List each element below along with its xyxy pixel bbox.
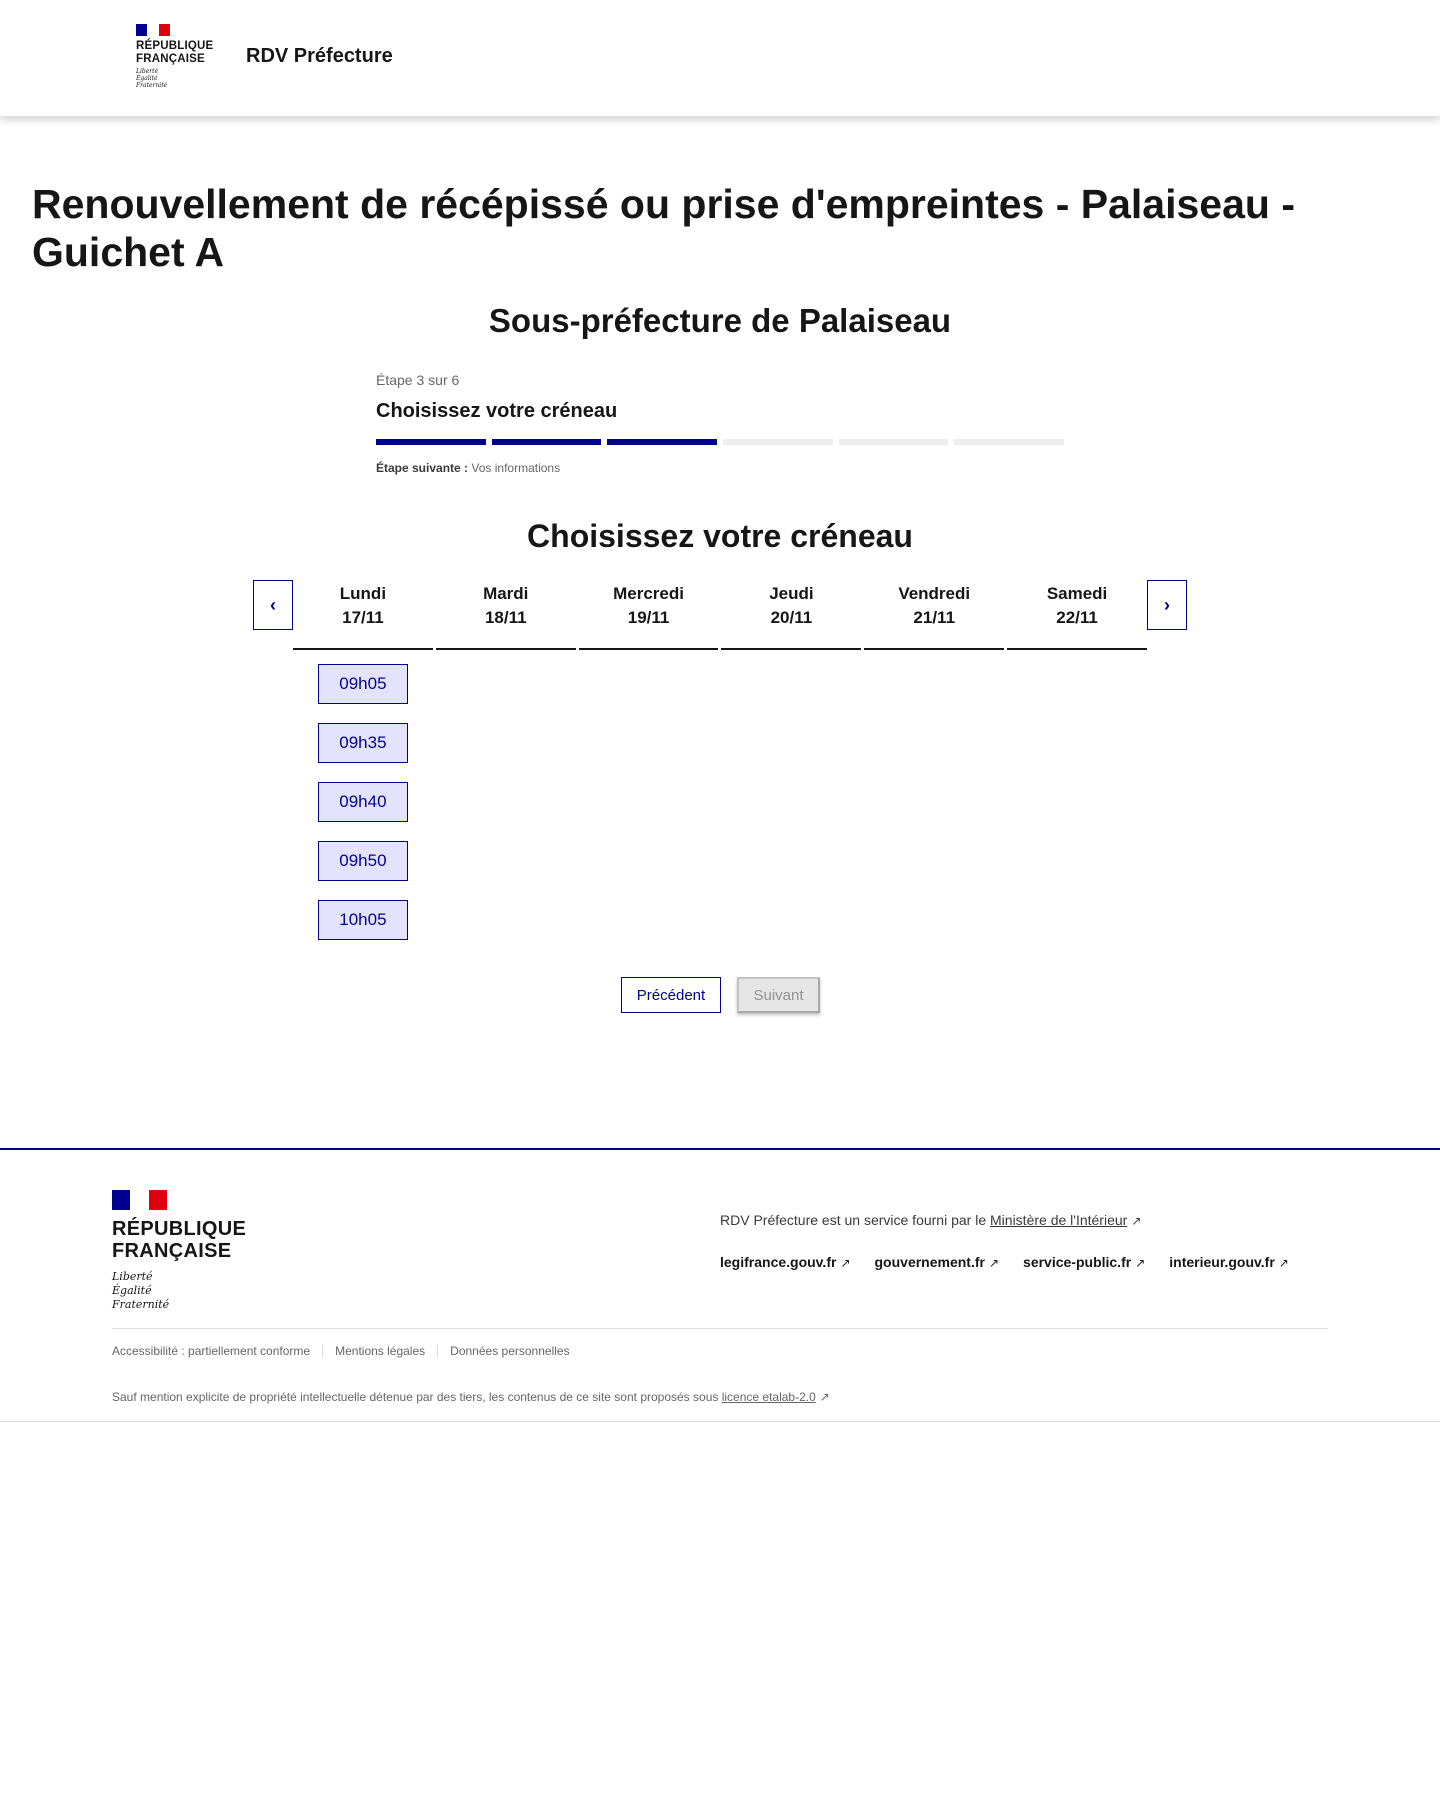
day-header: [864, 580, 1004, 650]
day-date: 17/11: [342, 608, 384, 627]
external-link-icon: ↗: [988, 1256, 1000, 1270]
external-link-icon: ↗: [1131, 1214, 1142, 1228]
footer-link[interactable]: legifrance.gouv.fr ↗: [720, 1254, 851, 1270]
slot-list: [579, 650, 719, 664]
step-bar: [723, 439, 833, 445]
step-title: Choisissez votre créneau: [376, 400, 618, 422]
next-week-button[interactable]: [1147, 580, 1187, 630]
external-link-icon: ↗: [840, 1256, 851, 1270]
footer-bottom-link[interactable]: Données personnelles: [437, 1344, 581, 1358]
day-column: [864, 580, 1004, 940]
footer-links: [720, 1254, 1289, 1270]
external-link-icon: ↗: [1135, 1256, 1146, 1270]
time-slot-button[interactable]: 09h35: [318, 723, 408, 763]
time-slot-button[interactable]: 09h50: [318, 841, 408, 881]
external-link-icon: ↗: [1278, 1256, 1289, 1270]
footer-license: Sauf mention explicite de propriété intellectuelle détenue par des tiers, les contenus de ce site sont proposés sous licence etalab-2.0 ↗: [112, 1390, 830, 1404]
chevron-left-icon: ‹: [270, 594, 276, 615]
footer-divider: [112, 1328, 1328, 1329]
logo-devise: Liberté Égalité Fraternité: [136, 68, 168, 89]
step-next: Étape suivante : Vos informations: [376, 461, 561, 475]
days-grid: [293, 580, 1147, 940]
step-bar: [839, 439, 949, 445]
time-slot-button[interactable]: 09h05: [318, 664, 408, 704]
day-name: Mardi: [483, 584, 529, 603]
slot-list: [1007, 650, 1147, 664]
day-date: 19/11: [627, 608, 670, 627]
previous-button[interactable]: Précédent: [621, 977, 721, 1013]
site-footer: [0, 1148, 1440, 1422]
day-column: [436, 580, 576, 940]
license-link[interactable]: licence etalab-2.0: [721, 1390, 816, 1404]
next-button[interactable]: Suivant: [737, 977, 820, 1013]
step-bar: [607, 439, 717, 445]
footer-bottom-link[interactable]: Accessibilité : partiellement conforme: [112, 1344, 311, 1358]
flag-icon: [112, 1190, 167, 1210]
ministere-link[interactable]: Ministère de l'Intérieur ↗: [990, 1212, 1142, 1228]
slot-list: [293, 650, 433, 940]
footer-link[interactable]: gouvernement.fr ↗: [874, 1254, 1000, 1270]
footer-bottom-links: [112, 1344, 582, 1358]
day-name: Jeudi: [769, 584, 814, 603]
slot-heading: Choisissez votre créneau: [527, 518, 913, 554]
service-title[interactable]: RDV Préfecture: [246, 45, 393, 67]
footer-link[interactable]: service-public.fr ↗: [1023, 1254, 1146, 1270]
external-link-icon: ↗: [819, 1390, 830, 1404]
footer-marianne-logo[interactable]: [112, 1190, 246, 1312]
time-slot-button[interactable]: 09h40: [318, 782, 408, 822]
footer-link[interactable]: interieur.gouv.fr ↗: [1169, 1254, 1289, 1270]
day-header: [721, 580, 861, 650]
step-bar: [954, 439, 1064, 445]
day-column: [579, 580, 719, 940]
step-bar: [376, 439, 486, 445]
site-header: [0, 0, 1440, 116]
day-name: Samedi: [1046, 584, 1108, 603]
slot-list: [864, 650, 1004, 664]
step-state: Étape 3 sur 6: [376, 372, 460, 388]
footer-logo-text: RÉPUBLIQUE FRANÇAISE: [112, 1218, 247, 1262]
day-header: [579, 580, 719, 650]
day-column: [1007, 580, 1147, 940]
step-progress: [376, 439, 1064, 445]
day-date: 20/11: [770, 608, 813, 627]
marianne-logo[interactable]: [136, 24, 213, 89]
stepper: [376, 372, 1064, 475]
footer-bottom-link[interactable]: Mentions légales: [322, 1344, 437, 1358]
page-subtitle: Sous-préfecture de Palaiseau: [488, 302, 952, 339]
time-slot-button[interactable]: 10h05: [318, 900, 408, 940]
form-actions: [621, 977, 820, 1013]
slot-list: [436, 650, 576, 664]
day-date: 21/11: [913, 608, 956, 627]
day-date: 18/11: [484, 608, 527, 627]
slot-list: [721, 650, 861, 664]
previous-week-button[interactable]: [253, 580, 293, 630]
day-name: Lundi: [339, 584, 387, 603]
footer-logo-devise: Liberté Égalité Fraternité: [112, 1270, 170, 1311]
day-name: Mercredi: [613, 584, 684, 603]
footer-description: RDV Préfecture est un service fourni par le Ministère de l'Intérieur ↗: [720, 1212, 1142, 1228]
page-title: Renouvellement de récépissé ou prise d'empreintes - Palaiseau - Guichet A: [32, 181, 1295, 275]
day-column: [721, 580, 861, 940]
logo-text: RÉPUBLIQUE FRANÇAISE: [136, 40, 214, 65]
day-date: 22/11: [1056, 608, 1098, 627]
day-header: [1007, 580, 1147, 650]
day-header: [436, 580, 576, 650]
step-bar: [492, 439, 602, 445]
day-column: [293, 580, 433, 940]
chevron-right-icon: ›: [1164, 594, 1170, 615]
day-name: Vendredi: [898, 584, 971, 603]
day-header: [293, 580, 433, 650]
flag-icon: [136, 24, 170, 36]
